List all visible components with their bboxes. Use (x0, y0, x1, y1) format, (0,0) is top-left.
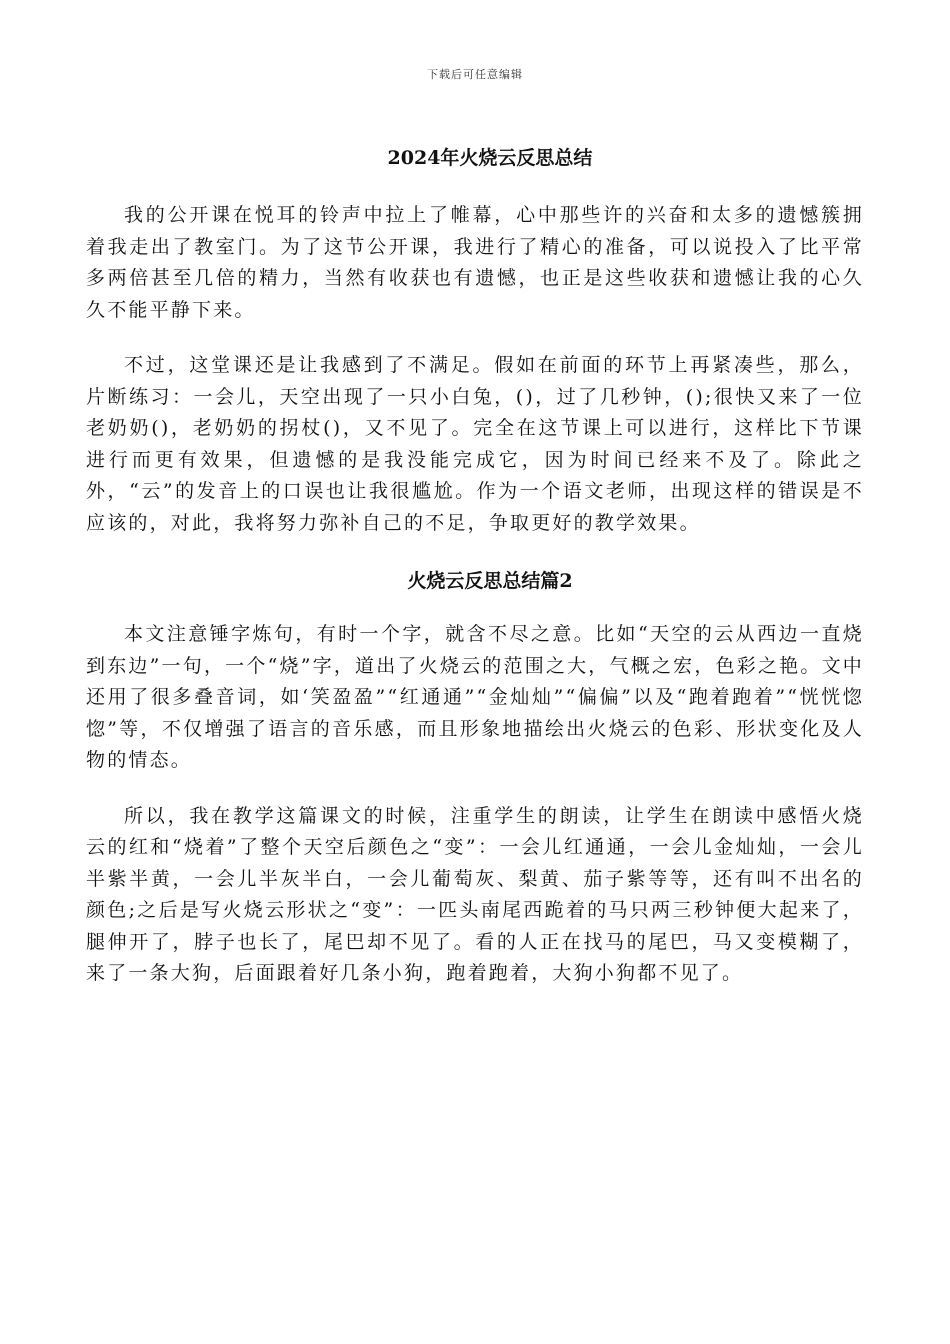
header-note: 下载后可任意编辑 (427, 68, 523, 81)
document-body (86, 140, 864, 990)
section-heading: 火烧云反思总结篇2 (407, 570, 573, 592)
paragraph: 不过，这堂课还是让我感到了不满足。假如在前面的环节上再紧凑些，那么，片断练习：一会儿，天空出现了一只小白兔，()，过了几秒钟，();很快又来了一位老奶奶()，老奶奶的拐杖()，又不见了。完全在这节课上可以进行，这样比下节课进行而更有效果，但遗憾的是我没能完成它，因为时间已经来不及了。除此之外，“云”的发音上的口误也让我很尴尬。作为一个语文老师，出现这样的错误是不应该的，对此，我将努力弥补自己的不足，争取更好的教学效果。 (86, 354, 864, 534)
paragraph: 我的公开课在悦耳的铃声中拉上了帷幕，心中那些许的兴奋和太多的遗憾簇拥着我走出了教室门。为了这节公开课，我进行了精心的准备，可以说投入了比平常多两倍甚至几倍的精力，当然有收获也有遗憾，也正是这些收获和遗憾让我的心久久不能平静下来。 (86, 204, 864, 321)
paragraph: 本文注意锤字炼句，有时一个字，就含不尽之意。比如“天空的云从西边一直烧到东边”一句，一个“烧”字，道出了火烧云的范围之大，气概之宏，色彩之艳。文中还用了很多叠音词，如‘笑盈盈”“红通通”“金灿灿”“偏偏”以及“跑着跑着”“恍恍惚惚”等，不仅增强了语言的音乐感，而且形象地描绘出火烧云的色彩、形状变化及人物的情态。 (86, 623, 864, 771)
document-title: 2024年火烧云反思总结 (387, 147, 593, 169)
paragraph: 所以，我在教学这篇课文的时候，注重学生的朗读，让学生在朗读中感悟火烧云的红和“烧着”了整个天空后颜色之“变”：一会儿红通通，一会儿金灿灿，一会儿半紫半黄，一会儿半灰半白，一会儿葡萄灰、梨黄、茄子紫等等，还有叫不出名的颜色;之后是写火烧云形状之“变”：一匹头南尾西跪着的马只两三秒钟便大起来了，腿伸开了，脖子也长了，尾巴却不见了。看的人正在找马的尾巴，马又变模糊了，来了一条大狗，后面跟着好几条小狗，跑着跑着，大狗小狗都不见了。 (86, 804, 864, 984)
